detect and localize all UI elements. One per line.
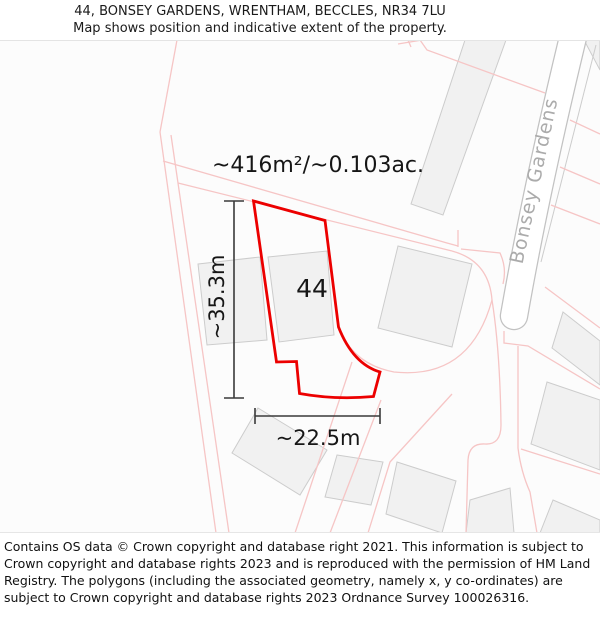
copyright-text: Contains OS data © Crown copyright and database right 2021. This information is subject to Crown copyright and database rights 2023 and is reproduced with the permission of HM Land Registry. The polygons (including the associated geometry, namely x, y co-ordinates) are subject to Crown copyright and database rights 2023 Ordnance Survey 100026316.	[4, 539, 591, 605]
map	[0, 40, 600, 533]
horizontal-dimension-label: ~22.5m	[275, 426, 361, 450]
plot-area-label: ~416m²/~0.103ac.	[211, 153, 425, 178]
page-subtitle: Map shows position and indicative extent of the property.	[73, 21, 447, 36]
copyright-footer	[0, 533, 598, 630]
vertical-dimension-label: ~35.3m	[205, 254, 229, 340]
page-title: 44, BONSEY GARDENS, WRENTHAM, BECCLES, NR34 7LU	[74, 4, 446, 19]
street-name-label: Bonsey Gardens	[505, 95, 563, 266]
plot-number-label: 44	[296, 274, 328, 303]
page-header	[0, 0, 520, 40]
